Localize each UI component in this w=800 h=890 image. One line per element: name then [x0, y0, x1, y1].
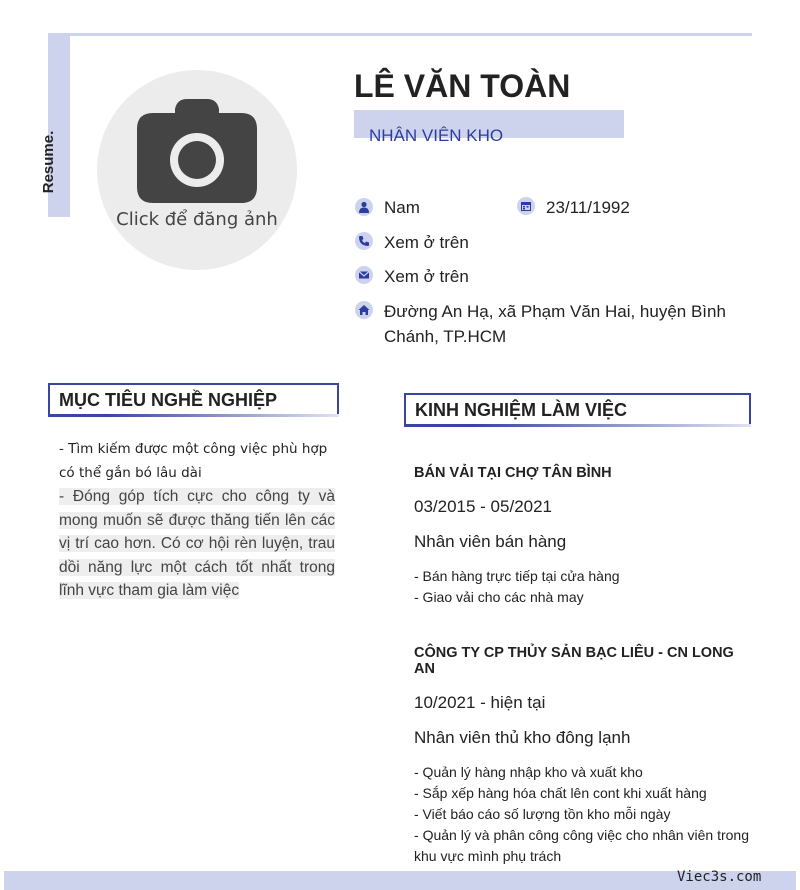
- objective-line-1: - Tìm kiếm được một công việc phù hợp có thể gắn bó lâu dài: [59, 441, 328, 481]
- resume-tag: Resume.: [40, 130, 57, 194]
- candidate-name: LÊ VĂN TOÀN: [354, 68, 571, 104]
- job-entry: [414, 645, 749, 867]
- objective-body: [59, 437, 335, 603]
- objective-line-2: - Đóng góp tích cực cho công ty và mong muốn sẽ được thăng tiến lên các vị trí cao hơn. Có cơ hội rèn luyện, trau dồi năng lực một cách tốt nhất trong lĩnh vực tham gia làm việc: [59, 488, 335, 599]
- home-icon: [355, 301, 373, 319]
- user-icon: [355, 198, 373, 216]
- top-rule: [48, 33, 752, 36]
- job-task: - Quản lý hàng nhập kho và xuất kho: [414, 764, 643, 780]
- job-role: Nhân viên bán hàng: [414, 532, 567, 551]
- job-task: - Quản lý và phân công công việc cho nhân viên trong khu vực mình phụ trách: [414, 827, 749, 864]
- job-company: CÔNG TY CP THỦY SẢN BẠC LIÊU - CN LONG AN: [414, 645, 734, 677]
- job-entry: [414, 465, 749, 608]
- camera-icon: [137, 99, 257, 203]
- brand-watermark: Viec3s.com: [677, 869, 762, 885]
- email-icon: [355, 266, 373, 284]
- avatar-caption: Click để đăng ảnh: [116, 209, 278, 230]
- birthdate-value: 23/11/1992: [546, 198, 630, 217]
- job-task: - Bán hàng trực tiếp tại cửa hàng: [414, 568, 620, 584]
- gender-value: Nam: [384, 198, 420, 217]
- job-role: Nhân viên thủ kho đông lạnh: [414, 728, 631, 747]
- job-period: 10/2021 - hiện tại: [414, 693, 546, 712]
- calendar-icon: [517, 197, 535, 215]
- objective-header: [48, 383, 339, 414]
- objective-title: MỤC TIÊU NGHỀ NGHIỆP: [59, 390, 278, 410]
- job-period: 03/2015 - 05/2021: [414, 497, 553, 516]
- phone-value: Xem ở trên: [384, 233, 469, 252]
- experience-title: KINH NGHIỆM LÀM VIỆC: [415, 400, 628, 420]
- job-company: BÁN VẢI TẠI CHỢ TÂN BÌNH: [414, 465, 612, 481]
- phone-icon: [355, 232, 373, 250]
- job-task: - Sắp xếp hàng hóa chất lên cont khi xuất hàng: [414, 785, 707, 801]
- avatar-upload[interactable]: [97, 70, 297, 270]
- experience-header: [404, 393, 751, 424]
- address-value: Đường An Hạ, xã Phạm Văn Hai, huyện Bình Chánh, TP.HCM: [384, 302, 726, 346]
- job-task: - Giao vải cho các nhà may: [414, 589, 584, 605]
- email-value: Xem ở trên: [384, 267, 469, 286]
- job-task: - Viết báo cáo số lượng tồn kho mỗi ngày: [414, 806, 671, 822]
- position-title: NHÂN VIÊN KHO: [369, 126, 504, 145]
